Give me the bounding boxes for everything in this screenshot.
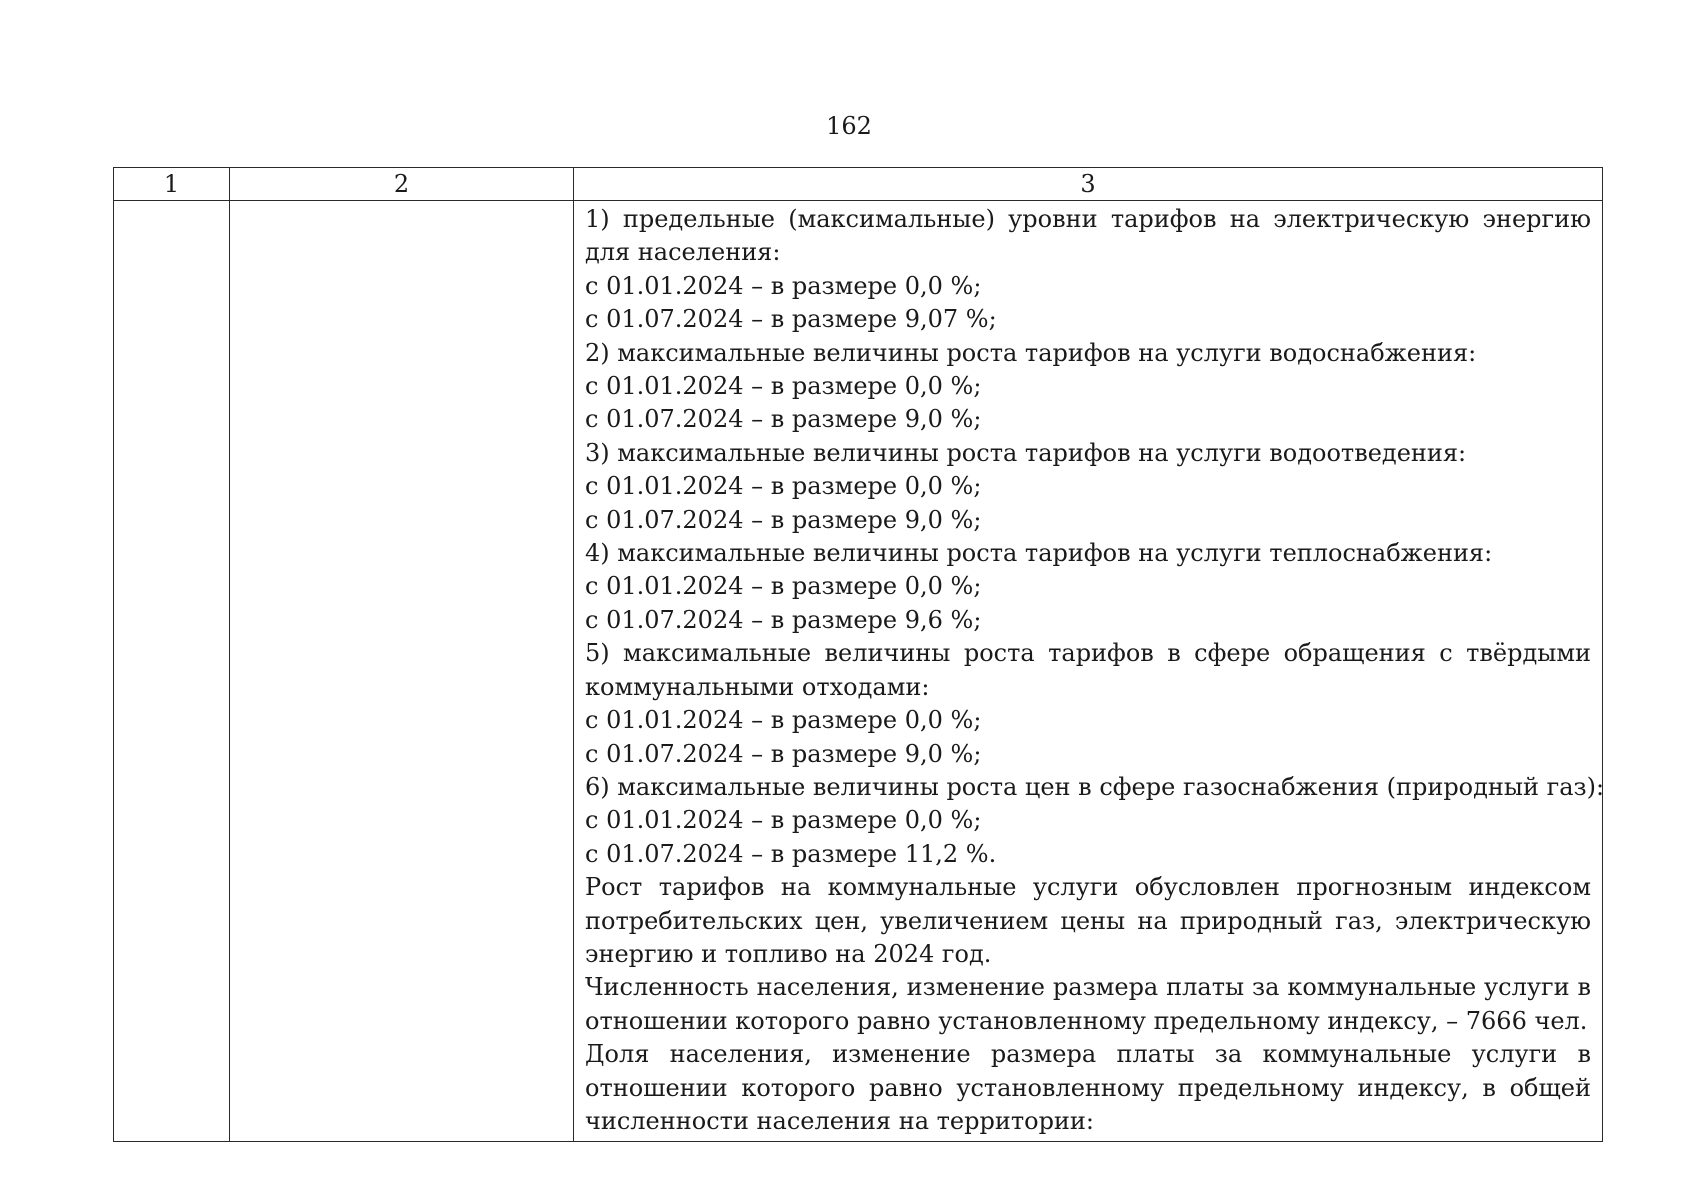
text-line: с 01.07.2024 – в размере 9,0 %; <box>585 739 982 768</box>
text-line: с 01.01.2024 – в размере 0,0 %; <box>585 572 982 601</box>
text-line: с 01.07.2024 – в размере 9,07 %; <box>585 305 997 334</box>
text-line: с 01.07.2024 – в размере 9,0 %; <box>585 505 982 534</box>
text-line: с 01.01.2024 – в размере 0,0 %; <box>585 372 982 401</box>
text-line: с 01.01.2024 – в размере 0,0 %; <box>585 472 982 501</box>
header-col-2: 2 <box>230 168 574 201</box>
text-paragraph: Рост тарифов на коммунальные услуги обусловлен прогнозным индексом потребительских цен, увеличением цены на природный газ, электрическую энергию и топливо на 2024 год. <box>585 873 1591 968</box>
text-line: с 01.01.2024 – в размере 0,0 %; <box>585 706 982 735</box>
cell-col-2 <box>230 201 574 1142</box>
text-line: с 01.07.2024 – в размере 9,6 %; <box>585 605 982 634</box>
text-line: с 01.01.2024 – в размере 0,0 %; <box>585 271 982 300</box>
tariff-table <box>113 167 1603 1142</box>
text-line: 1) предельные (максимальные) уровни тарифов на электрическую энергию для населения: <box>585 205 1591 267</box>
header-col-1: 1 <box>114 168 230 201</box>
text-paragraph: Доля населения, изменение размера платы за коммунальные услуги в отношении которого равно установленному предельному индексу, в общей численности населения на территории: <box>585 1040 1591 1135</box>
text-line: 6) максимальные величины роста цен в сфере газоснабжения (природный газ): <box>585 772 1605 801</box>
text-line: с 01.07.2024 – в размере 9,0 %; <box>585 405 982 434</box>
page-number: 162 <box>826 112 872 140</box>
text-line: с 01.07.2024 – в размере 11,2 %. <box>585 839 997 868</box>
cell-col-1 <box>114 201 230 1142</box>
text-line: 5) максимальные величины роста тарифов в сфере обращения с твёрдыми коммунальными отходами: <box>585 639 1591 701</box>
text-line: 4) максимальные величины роста тарифов на услуги теплоснабжения: <box>585 539 1493 568</box>
header-col-3: 3 <box>574 168 1603 201</box>
text-line: 3) максимальные величины роста тарифов на услуги водоотведения: <box>585 438 1467 467</box>
text-paragraph: Численность населения, изменение размера платы за коммунальные услуги в отношении которого равно установленному предельному индексу, – 7666 чел. <box>585 973 1591 1035</box>
table-header-row <box>114 168 1603 201</box>
table-row <box>114 201 1603 1142</box>
cell-col-3-content <box>574 201 1603 1142</box>
text-line: с 01.01.2024 – в размере 0,0 %; <box>585 806 982 835</box>
text-line: 2) максимальные величины роста тарифов на услуги водоснабжения: <box>585 338 1477 367</box>
